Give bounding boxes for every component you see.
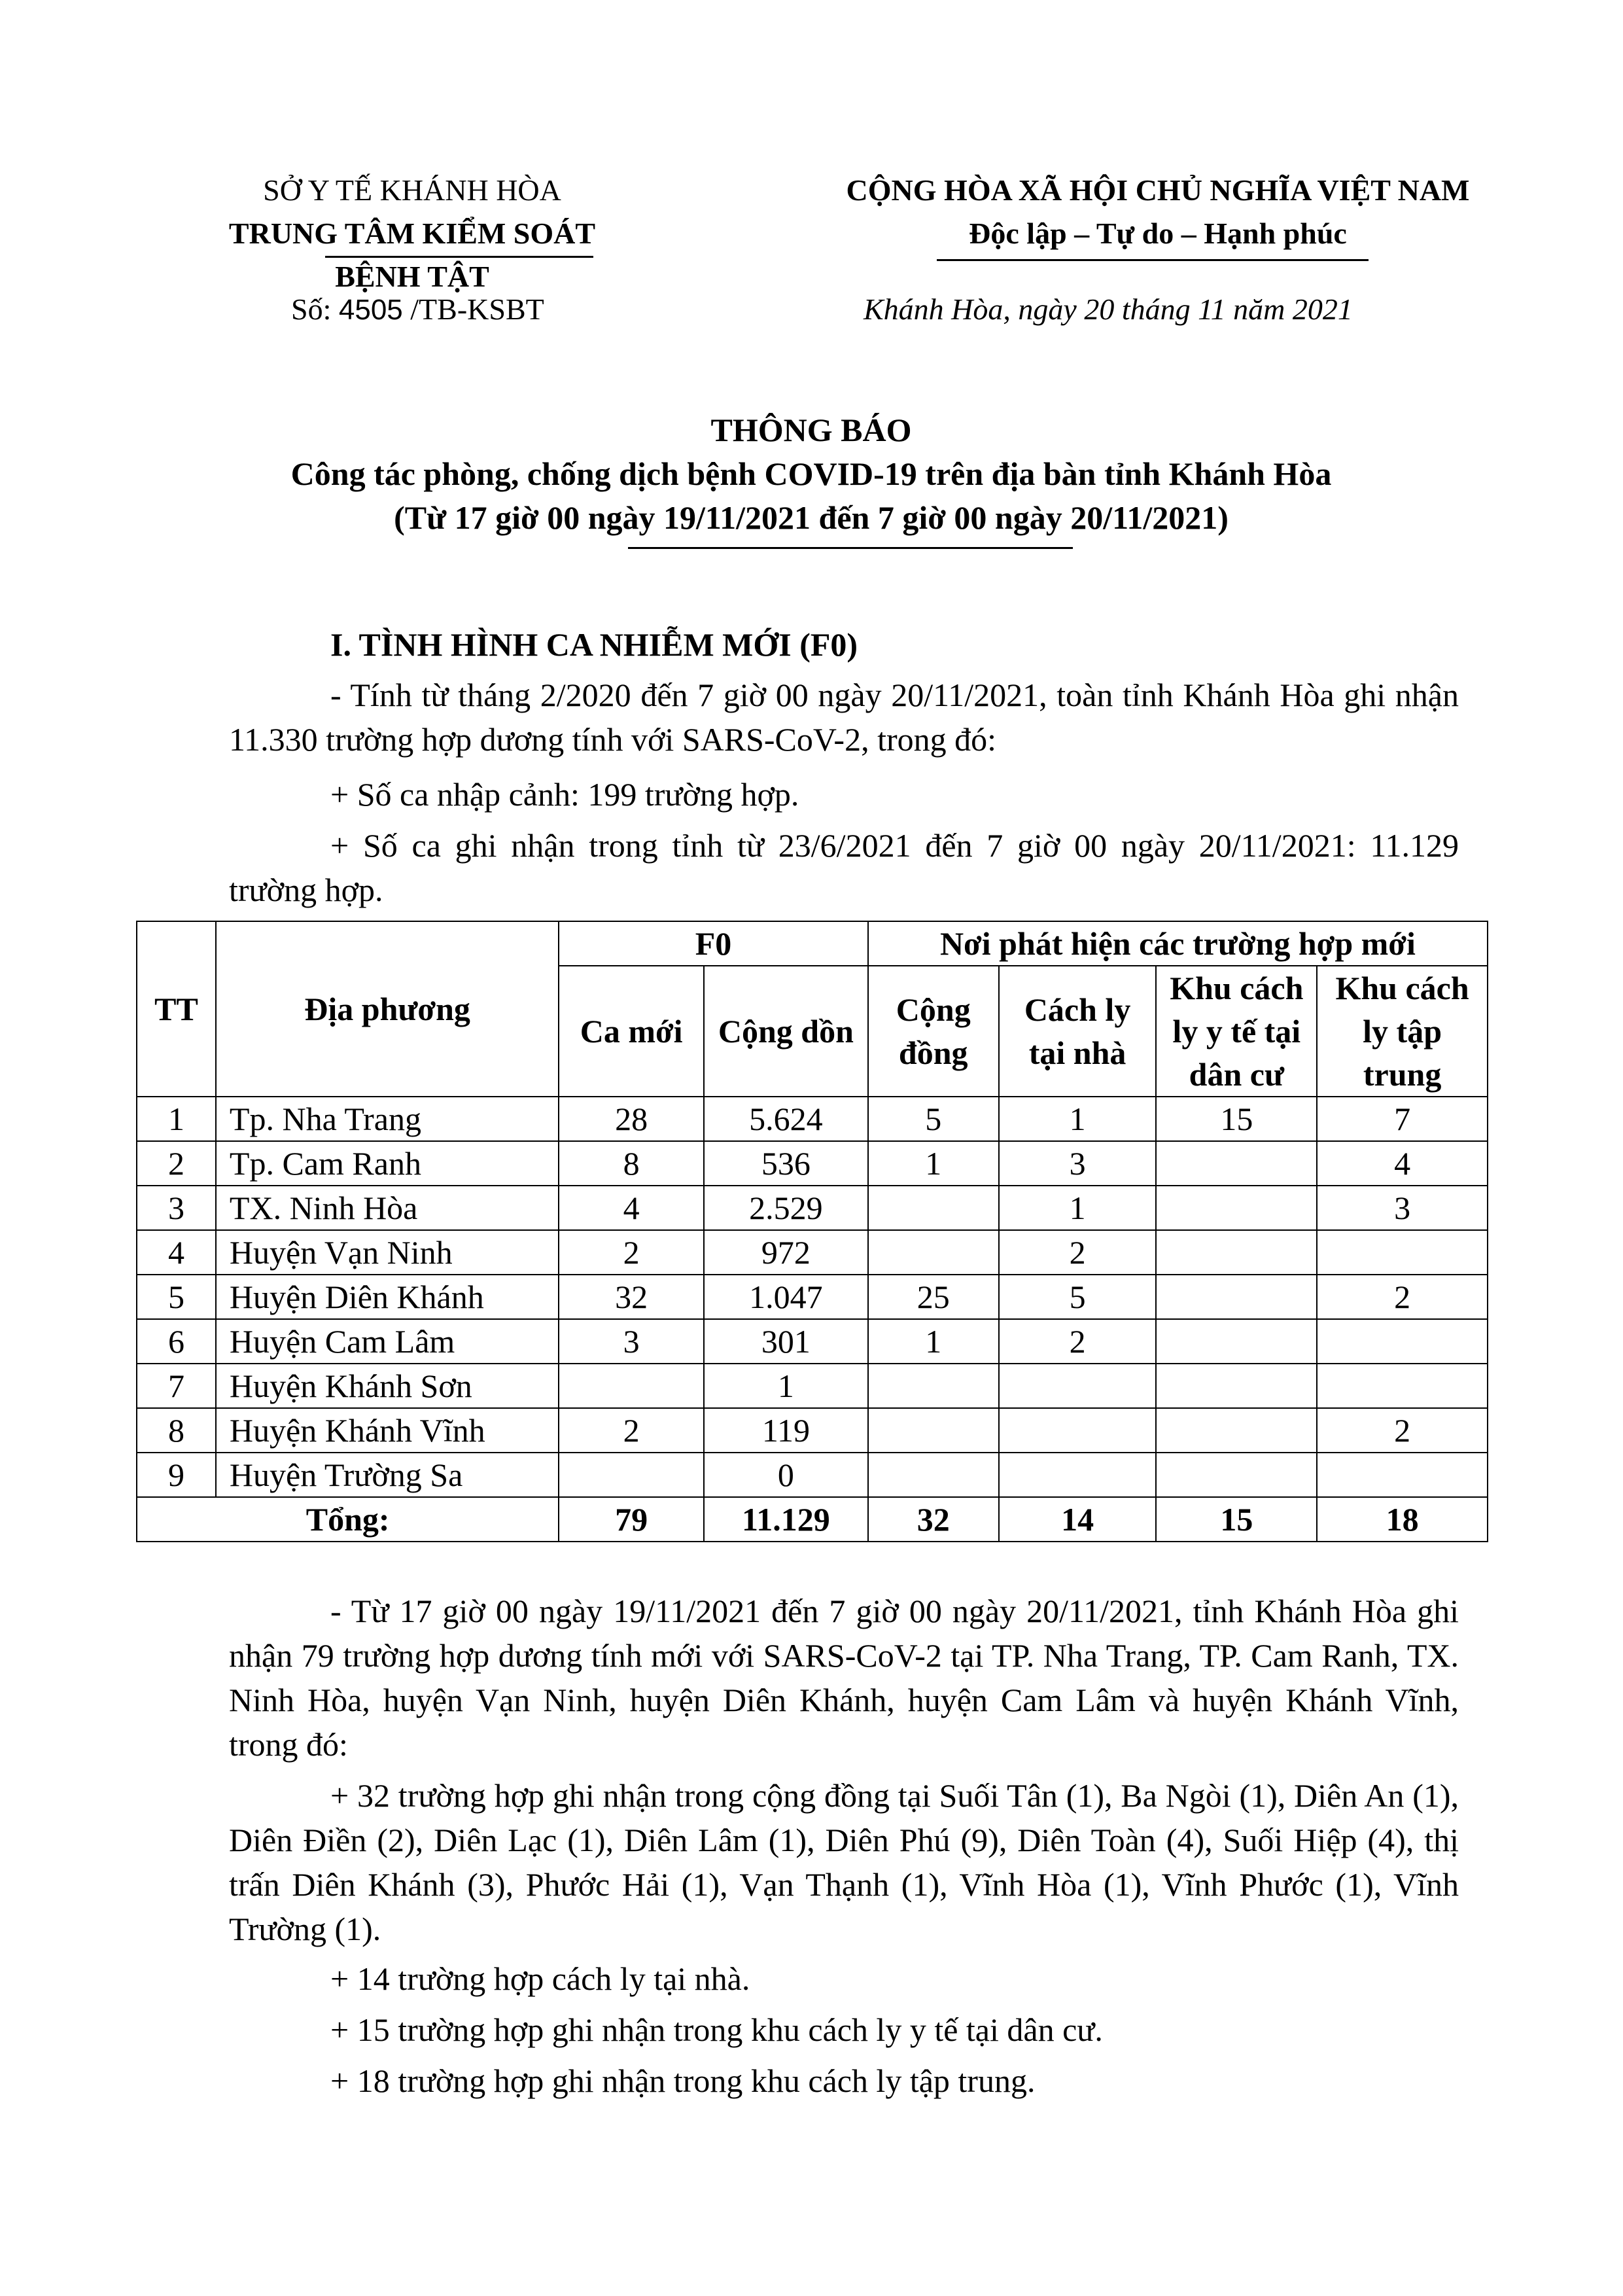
table-row: [137, 1230, 1488, 1275]
cell-community: [868, 1408, 999, 1453]
title-line-3: (Từ 17 giờ 00 ngày 19/11/2021 đến 7 giờ 00 ngày 20/11/2021): [394, 499, 1229, 536]
issuer-org: TRUNG TÂM KIỂM SOÁT BỆNH TẬT: [228, 217, 596, 293]
paragraph-community-cases: + 32 trường hợp ghi nhận trong cộng đồng tại Suối Tân (1), Ba Ngòi (1), Diên An (1), Diên Điền (2), Diên Lạc (1), Diên Lâm (1), Diên Phú (9), Diên Toàn (4), Suối Hiệp (4), thị trấn Diên Khánh (3), Phước Hải (1), Vạn Thạnh (1), Vĩnh Hòa (1), Vĩnh Phước (1), Vĩnh Trường (1).: [229, 1777, 1459, 1947]
header-f0: F0: [559, 921, 868, 966]
title-line-2: Công tác phòng, chống dịch bệnh COVID-19 trên địa bàn tỉnh Khánh Hòa: [290, 455, 1332, 492]
cell-home-isolation: [999, 1408, 1157, 1453]
table-row: [137, 1275, 1488, 1319]
header-locality: Địa phương: [216, 921, 559, 1097]
total-new-cases: 79: [559, 1497, 704, 1542]
cell-cumulative: 1.047: [704, 1275, 868, 1319]
cell-new-cases: 32: [559, 1275, 704, 1319]
cell-residential-quarantine: [1156, 1275, 1317, 1319]
table-row: [137, 1408, 1488, 1453]
country-name: CỘNG HÒA XÃ HỘI CHỦ NGHĨA VIỆT NAM: [846, 173, 1470, 207]
cell-locality: Huyện Diên Khánh: [216, 1275, 559, 1319]
national-motto-block: [805, 169, 1511, 255]
header-detection-place: Nơi phát hiện các trường hợp mới: [868, 921, 1488, 966]
cell-tt: 7: [137, 1364, 216, 1408]
cell-central-quarantine: [1317, 1230, 1488, 1275]
cell-new-cases: [559, 1364, 704, 1408]
table-total-row: [137, 1497, 1488, 1542]
cell-central-quarantine: 2: [1317, 1408, 1488, 1453]
cell-locality: Huyện Khánh Sơn: [216, 1364, 559, 1408]
issuer-block: [209, 169, 615, 298]
table-row: [137, 1319, 1488, 1364]
header-new-cases: Ca mới: [559, 966, 704, 1097]
cell-residential-quarantine: [1156, 1141, 1317, 1186]
total-central-quarantine: 18: [1317, 1497, 1488, 1542]
cell-community: [868, 1230, 999, 1275]
cell-home-isolation: 5: [999, 1275, 1157, 1319]
title-underline: [628, 547, 1073, 549]
paragraph-home-isolation: + 14 trường hợp cách ly tại nhà.: [330, 1960, 750, 1997]
total-home-isolation: 14: [999, 1497, 1157, 1542]
cell-home-isolation: 1: [999, 1097, 1157, 1141]
header-residential-quarantine: Khu cách ly y tế tại dân cư: [1156, 966, 1317, 1097]
cell-residential-quarantine: [1156, 1364, 1317, 1408]
cell-locality: Huyện Cam Lâm: [216, 1319, 559, 1364]
cell-cumulative: 5.624: [704, 1097, 868, 1141]
cell-central-quarantine: 7: [1317, 1097, 1488, 1141]
cell-home-isolation: 2: [999, 1319, 1157, 1364]
cell-tt: 3: [137, 1186, 216, 1230]
cell-community: [868, 1364, 999, 1408]
issuer-parent-org: SỞ Y TẾ KHÁNH HÒA: [263, 173, 561, 207]
cell-tt: 9: [137, 1453, 216, 1497]
cell-new-cases: 28: [559, 1097, 704, 1141]
header-central-quarantine: Khu cách ly tập trung: [1317, 966, 1488, 1097]
cell-cumulative: 1: [704, 1364, 868, 1408]
cell-community: 25: [868, 1275, 999, 1319]
cell-home-isolation: 2: [999, 1230, 1157, 1275]
table-row: [137, 1097, 1488, 1141]
cell-central-quarantine: 4: [1317, 1141, 1488, 1186]
cell-residential-quarantine: 15: [1156, 1097, 1317, 1141]
header-home-isolation: Cách ly tại nhà: [999, 966, 1157, 1097]
cell-home-isolation: [999, 1453, 1157, 1497]
cell-locality: Huyện Vạn Ninh: [216, 1230, 559, 1275]
cell-new-cases: 8: [559, 1141, 704, 1186]
paragraph-total: - Tính từ tháng 2/2020 đến 7 giờ 00 ngày 20/11/2021, toàn tỉnh Khánh Hòa ghi nhận 11.330 trường hợp dương tính với SARS-CoV-2, trong đó:: [229, 677, 1459, 758]
cell-cumulative: 2.529: [704, 1186, 868, 1230]
cell-tt: 6: [137, 1319, 216, 1364]
cell-new-cases: 4: [559, 1186, 704, 1230]
cell-residential-quarantine: [1156, 1319, 1317, 1364]
total-residential-quarantine: 15: [1156, 1497, 1317, 1542]
cell-new-cases: [559, 1453, 704, 1497]
total-cumulative: 11.129: [704, 1497, 868, 1542]
cell-tt: 1: [137, 1097, 216, 1141]
cell-tt: 2: [137, 1141, 216, 1186]
total-community: 32: [868, 1497, 999, 1542]
cell-new-cases: 2: [559, 1230, 704, 1275]
cell-community: 1: [868, 1319, 999, 1364]
cell-central-quarantine: 2: [1317, 1275, 1488, 1319]
place-date: Khánh Hòa, ngày 20 tháng 11 năm 2021: [864, 292, 1353, 326]
cell-locality: Tp. Nha Trang: [216, 1097, 559, 1141]
paragraph-new-cases: - Từ 17 giờ 00 ngày 19/11/2021 đến 7 giờ 00 ngày 20/11/2021, tỉnh Khánh Hòa ghi nhận 79 trường hợp dương tính mới với SARS-CoV-2 tại TP. Nha Trang, TP. Cam Ranh, TX. Ninh Hòa, huyện Vạn Ninh, huyện Diên Khánh, huyện Cam Lâm và huyện Khánh Vĩnh, trong đó:: [229, 1593, 1459, 1763]
document-number: [291, 288, 544, 332]
total-label: Tổng:: [137, 1497, 559, 1542]
cell-home-isolation: [999, 1364, 1157, 1408]
table-row: [137, 1453, 1488, 1497]
doc-number-suffix: /TB-KSBT: [410, 292, 544, 326]
cell-locality: TX. Ninh Hòa: [216, 1186, 559, 1230]
cell-tt: 4: [137, 1230, 216, 1275]
doc-number-prefix: Số:: [291, 292, 332, 326]
header-cumulative: Cộng dồn: [704, 966, 868, 1097]
paragraph-residential-quarantine: + 15 trường hợp ghi nhận trong khu cách ly y tế tại dân cư.: [330, 2011, 1103, 2048]
header-tt: TT: [137, 921, 216, 1097]
cell-locality: Huyện Khánh Vĩnh: [216, 1408, 559, 1453]
motto-underline: [937, 259, 1369, 261]
cell-locality: Tp. Cam Ranh: [216, 1141, 559, 1186]
cell-community: [868, 1453, 999, 1497]
table-row: [137, 1364, 1488, 1408]
cell-tt: 8: [137, 1408, 216, 1453]
cell-cumulative: 536: [704, 1141, 868, 1186]
cell-home-isolation: 1: [999, 1186, 1157, 1230]
cell-central-quarantine: [1317, 1319, 1488, 1364]
doc-number-value: 4505: [338, 294, 403, 326]
cell-community: 5: [868, 1097, 999, 1141]
cell-cumulative: 972: [704, 1230, 868, 1275]
title-line-1: THÔNG BÁO: [710, 412, 912, 448]
cell-tt: 5: [137, 1275, 216, 1319]
paragraph-imported: + Số ca nhập cảnh: 199 trường hợp.: [330, 776, 799, 813]
cell-home-isolation: 3: [999, 1141, 1157, 1186]
motto: Độc lập – Tự do – Hạnh phúc: [969, 217, 1347, 250]
document-title: [196, 408, 1426, 540]
cell-community: 1: [868, 1141, 999, 1186]
table-row: [137, 1141, 1488, 1186]
cell-residential-quarantine: [1156, 1453, 1317, 1497]
paragraph-central-quarantine: + 18 trường hợp ghi nhận trong khu cách ly tập trung.: [330, 2062, 1036, 2099]
cell-new-cases: 2: [559, 1408, 704, 1453]
cell-locality: Huyện Trường Sa: [216, 1453, 559, 1497]
cell-cumulative: 119: [704, 1408, 868, 1453]
cell-cumulative: 0: [704, 1453, 868, 1497]
cases-table: [136, 921, 1488, 1542]
table-row: [137, 1186, 1488, 1230]
cell-central-quarantine: [1317, 1453, 1488, 1497]
section-heading: I. TÌNH HÌNH CA NHIỄM MỚI (F0): [330, 626, 858, 663]
issuer-underline: [325, 256, 593, 258]
cell-residential-quarantine: [1156, 1186, 1317, 1230]
cell-residential-quarantine: [1156, 1230, 1317, 1275]
cell-cumulative: 301: [704, 1319, 868, 1364]
paragraph-local: + Số ca ghi nhận trong tỉnh từ 23/6/2021 đến 7 giờ 00 ngày 20/11/2021: 11.129 trường hợp.: [229, 827, 1459, 908]
cell-community: [868, 1186, 999, 1230]
cell-new-cases: 3: [559, 1319, 704, 1364]
cell-residential-quarantine: [1156, 1408, 1317, 1453]
cell-central-quarantine: [1317, 1364, 1488, 1408]
cell-central-quarantine: 3: [1317, 1186, 1488, 1230]
header-community: Cộng đồng: [868, 966, 999, 1097]
table-header-row: [137, 921, 1488, 966]
